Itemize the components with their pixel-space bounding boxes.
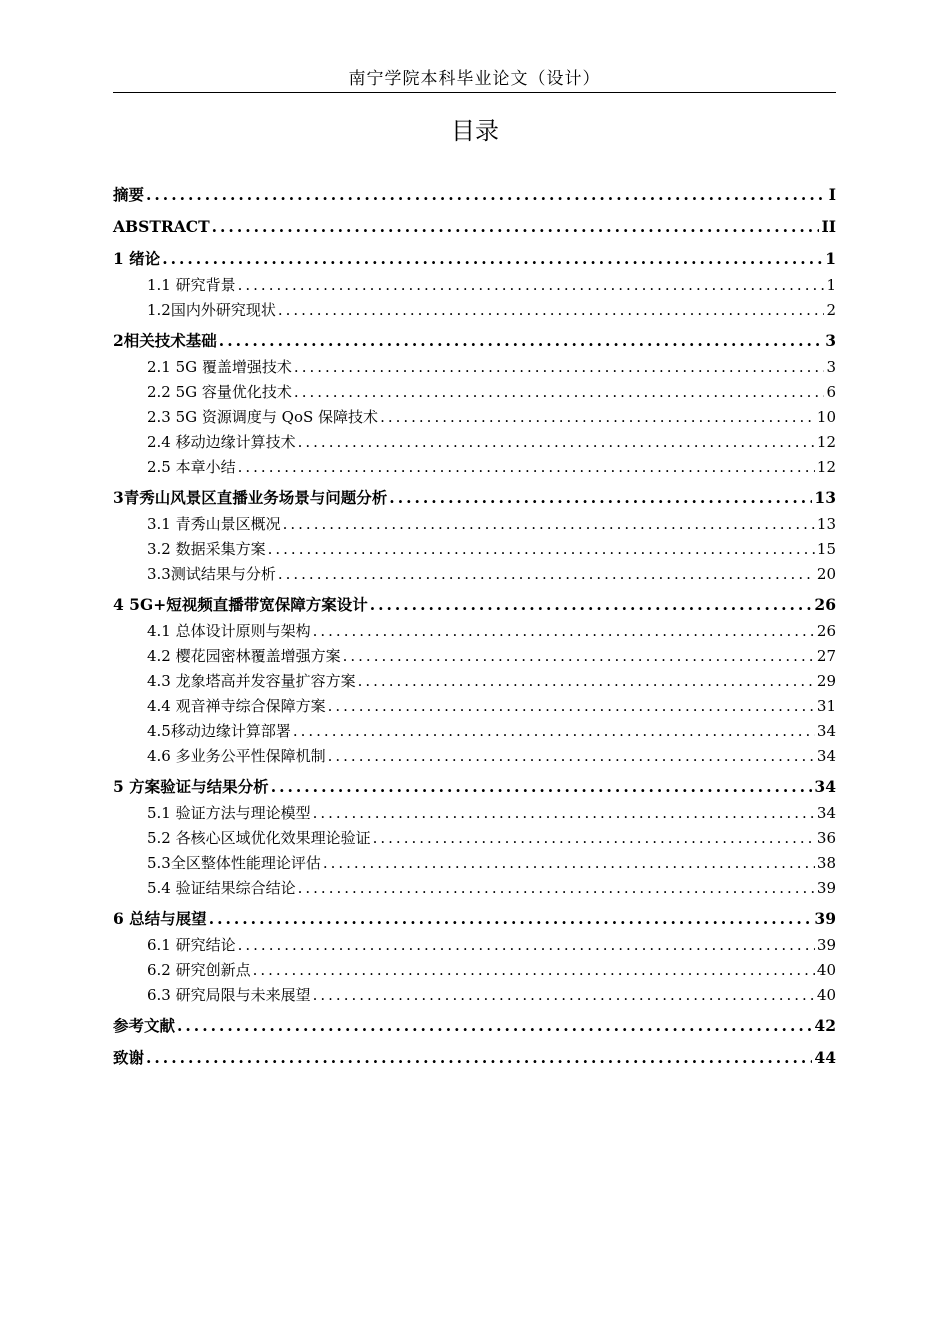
toc-entry[interactable] bbox=[113, 355, 836, 380]
toc-dot-leader bbox=[268, 537, 815, 562]
toc-entry[interactable] bbox=[113, 484, 836, 512]
toc-dot-leader bbox=[146, 1044, 812, 1072]
toc-entry[interactable] bbox=[113, 327, 836, 355]
toc-page-number: 40 bbox=[816, 986, 836, 1004]
toc-entry-title: 4.5移动边缘计算部署 bbox=[147, 722, 291, 740]
toc-page-number: 34 bbox=[814, 777, 836, 796]
toc-page-number: 2 bbox=[826, 301, 836, 319]
toc-page-number: 26 bbox=[814, 595, 836, 614]
toc-dot-leader bbox=[323, 851, 815, 876]
toc-dot-leader bbox=[343, 644, 815, 669]
toc-entry[interactable] bbox=[113, 245, 836, 273]
toc-entry[interactable] bbox=[113, 1044, 836, 1072]
toc-entry[interactable] bbox=[113, 801, 836, 826]
toc-dot-leader bbox=[146, 181, 827, 209]
toc-page-number: 3 bbox=[826, 358, 836, 376]
toc-entry-title: 2.4 移动边缘计算技术 bbox=[147, 433, 296, 451]
toc-entry-title: 1.1 研究背景 bbox=[147, 276, 236, 294]
toc-entry-title: 2.1 5G 覆盖增强技术 bbox=[147, 358, 292, 376]
toc-dot-leader bbox=[283, 512, 815, 537]
toc-page-number: 34 bbox=[816, 747, 836, 765]
toc-page-number: 29 bbox=[816, 672, 836, 690]
toc-dot-leader bbox=[294, 380, 825, 405]
toc-dot-leader bbox=[162, 245, 823, 273]
toc-entry[interactable] bbox=[113, 1012, 836, 1040]
toc-entry[interactable] bbox=[113, 669, 836, 694]
toc-entry-title: 2相关技术基础 bbox=[113, 331, 217, 350]
toc-dot-leader bbox=[177, 1012, 812, 1040]
toc-page-number: 26 bbox=[816, 622, 836, 640]
toc-dot-leader bbox=[328, 744, 815, 769]
toc-entry[interactable] bbox=[113, 694, 836, 719]
toc-dot-leader bbox=[278, 298, 825, 323]
toc-dot-leader bbox=[358, 669, 815, 694]
toc-dot-leader bbox=[328, 694, 815, 719]
toc-entry[interactable] bbox=[113, 719, 836, 744]
toc-entry-title: 1.2国内外研究现状 bbox=[147, 301, 276, 319]
toc-entry-title: 5.2 各核心区域优化效果理论验证 bbox=[147, 829, 371, 847]
toc-entry[interactable] bbox=[113, 876, 836, 901]
toc-page-number: 20 bbox=[816, 565, 836, 583]
toc-entry-title: 1 绪论 bbox=[113, 249, 161, 268]
toc-entry[interactable] bbox=[113, 213, 836, 241]
toc-dot-leader bbox=[313, 619, 815, 644]
toc-dot-leader bbox=[238, 273, 825, 298]
toc-page-number: 39 bbox=[814, 909, 836, 928]
toc-entry[interactable] bbox=[113, 591, 836, 619]
toc-entry[interactable] bbox=[113, 537, 836, 562]
toc-dot-leader bbox=[219, 327, 823, 355]
toc-page-number: 13 bbox=[814, 488, 836, 507]
toc-page-number: 39 bbox=[816, 879, 836, 897]
toc-dot-leader bbox=[271, 773, 813, 801]
toc-dot-leader bbox=[298, 876, 815, 901]
toc-dot-leader bbox=[380, 405, 815, 430]
toc-page-number: 31 bbox=[816, 697, 836, 715]
toc-page-number: 38 bbox=[816, 854, 836, 872]
toc-page-number: 34 bbox=[816, 804, 836, 822]
toc-entry-title: 5.1 验证方法与理论模型 bbox=[147, 804, 311, 822]
toc-page-number: 44 bbox=[814, 1048, 836, 1067]
toc-title: 目录 bbox=[451, 117, 499, 145]
toc-page-number: 13 bbox=[816, 515, 836, 533]
toc-entry-title: 4.4 观音禅寺综合保障方案 bbox=[147, 697, 326, 715]
toc-dot-leader bbox=[373, 826, 815, 851]
toc-page-number: 12 bbox=[816, 458, 836, 476]
toc-dot-leader bbox=[278, 562, 815, 587]
toc-page-number: 10 bbox=[816, 408, 836, 426]
toc-entry[interactable] bbox=[113, 905, 836, 933]
toc-entry-title: 致谢 bbox=[113, 1048, 145, 1067]
toc-entry[interactable] bbox=[113, 430, 836, 455]
toc-entry[interactable] bbox=[113, 273, 836, 298]
toc-dot-leader bbox=[212, 213, 820, 241]
toc-entry-title: 摘要 bbox=[113, 185, 145, 204]
toc-entry-title: 5.4 验证结果综合结论 bbox=[147, 879, 296, 897]
toc-page-number: 1 bbox=[826, 276, 836, 294]
toc-entry[interactable] bbox=[113, 644, 836, 669]
toc-entry-title: 6.2 研究创新点 bbox=[147, 961, 251, 979]
toc-entry-title: 3.1 青秀山景区概况 bbox=[147, 515, 281, 533]
toc-dot-leader bbox=[293, 719, 815, 744]
toc-dot-leader bbox=[294, 355, 825, 380]
toc-entry[interactable] bbox=[113, 826, 836, 851]
toc-page-number: 42 bbox=[814, 1016, 836, 1035]
toc-dot-leader bbox=[238, 455, 815, 480]
toc-entry-title: 5 方案验证与结果分析 bbox=[113, 777, 269, 796]
toc-entry[interactable] bbox=[113, 773, 836, 801]
toc-dot-leader bbox=[298, 430, 815, 455]
toc-entry[interactable] bbox=[113, 181, 836, 209]
toc-entry[interactable] bbox=[113, 958, 836, 983]
toc-dot-leader bbox=[253, 958, 815, 983]
toc-entry-title: 3青秀山风景区直播业务场景与问题分析 bbox=[113, 488, 388, 507]
toc-page-number: 36 bbox=[816, 829, 836, 847]
toc-entry[interactable] bbox=[113, 405, 836, 430]
toc-dot-leader bbox=[389, 484, 812, 512]
toc-dot-leader bbox=[370, 591, 813, 619]
toc-dot-leader bbox=[313, 801, 815, 826]
toc-page-number: 40 bbox=[816, 961, 836, 979]
toc-entry[interactable] bbox=[113, 380, 836, 405]
toc-page-number: 12 bbox=[816, 433, 836, 451]
toc-entry[interactable] bbox=[113, 851, 836, 876]
toc-entry-title: 参考文献 bbox=[113, 1016, 176, 1035]
toc-page-number: 3 bbox=[825, 331, 836, 350]
toc-entry-title: 3.3测试结果与分析 bbox=[147, 565, 276, 583]
toc-entry-title: 2.2 5G 容量优化技术 bbox=[147, 383, 292, 401]
toc-entry-title: 2.3 5G 资源调度与 QoS 保障技术 bbox=[147, 408, 379, 426]
toc-entry-title: 4.6 多业务公平性保障机制 bbox=[147, 747, 326, 765]
toc-entry-title: 4.2 樱花园密林覆盖增强方案 bbox=[147, 647, 341, 665]
toc-entry-title: ABSTRACT bbox=[113, 217, 210, 236]
toc-entry[interactable] bbox=[113, 983, 836, 1008]
toc-page-number: 39 bbox=[816, 936, 836, 954]
toc-page-number: 15 bbox=[816, 540, 836, 558]
toc-entry[interactable] bbox=[113, 933, 836, 958]
toc-entry-title: 3.2 数据采集方案 bbox=[147, 540, 266, 558]
toc-entry[interactable] bbox=[113, 455, 836, 480]
toc-entry[interactable] bbox=[113, 298, 836, 323]
toc-page-number: 27 bbox=[816, 647, 836, 665]
toc-entry[interactable] bbox=[113, 512, 836, 537]
toc-entry-title: 4 5G+短视频直播带宽保障方案设计 bbox=[113, 595, 368, 614]
toc-entry-title: 4.3 龙象塔高并发容量扩容方案 bbox=[147, 672, 356, 690]
toc-page-number: II bbox=[821, 217, 836, 236]
toc-page-number: 6 bbox=[826, 383, 836, 401]
toc-dot-leader bbox=[209, 905, 813, 933]
toc-entry-title: 6.3 研究局限与未来展望 bbox=[147, 986, 311, 1004]
toc-page-number: I bbox=[828, 185, 836, 204]
toc-dot-leader bbox=[238, 933, 815, 958]
toc-entry-title: 5.3全区整体性能理论评估 bbox=[147, 854, 321, 872]
toc-entry[interactable] bbox=[113, 619, 836, 644]
toc-dot-leader bbox=[313, 983, 815, 1008]
toc-entry-title: 4.1 总体设计原则与架构 bbox=[147, 622, 311, 640]
page-header: 南宁学院本科毕业论文（设计） bbox=[113, 66, 836, 93]
toc-page-number: 1 bbox=[825, 249, 836, 268]
toc-entry[interactable] bbox=[113, 744, 836, 769]
toc-entry-title: 6.1 研究结论 bbox=[147, 936, 236, 954]
table-of-contents bbox=[113, 181, 836, 1072]
toc-page-number: 34 bbox=[816, 722, 836, 740]
toc-entry[interactable] bbox=[113, 562, 836, 587]
toc-entry-title: 2.5 本章小结 bbox=[147, 458, 236, 476]
toc-entry-title: 6 总结与展望 bbox=[113, 909, 207, 928]
